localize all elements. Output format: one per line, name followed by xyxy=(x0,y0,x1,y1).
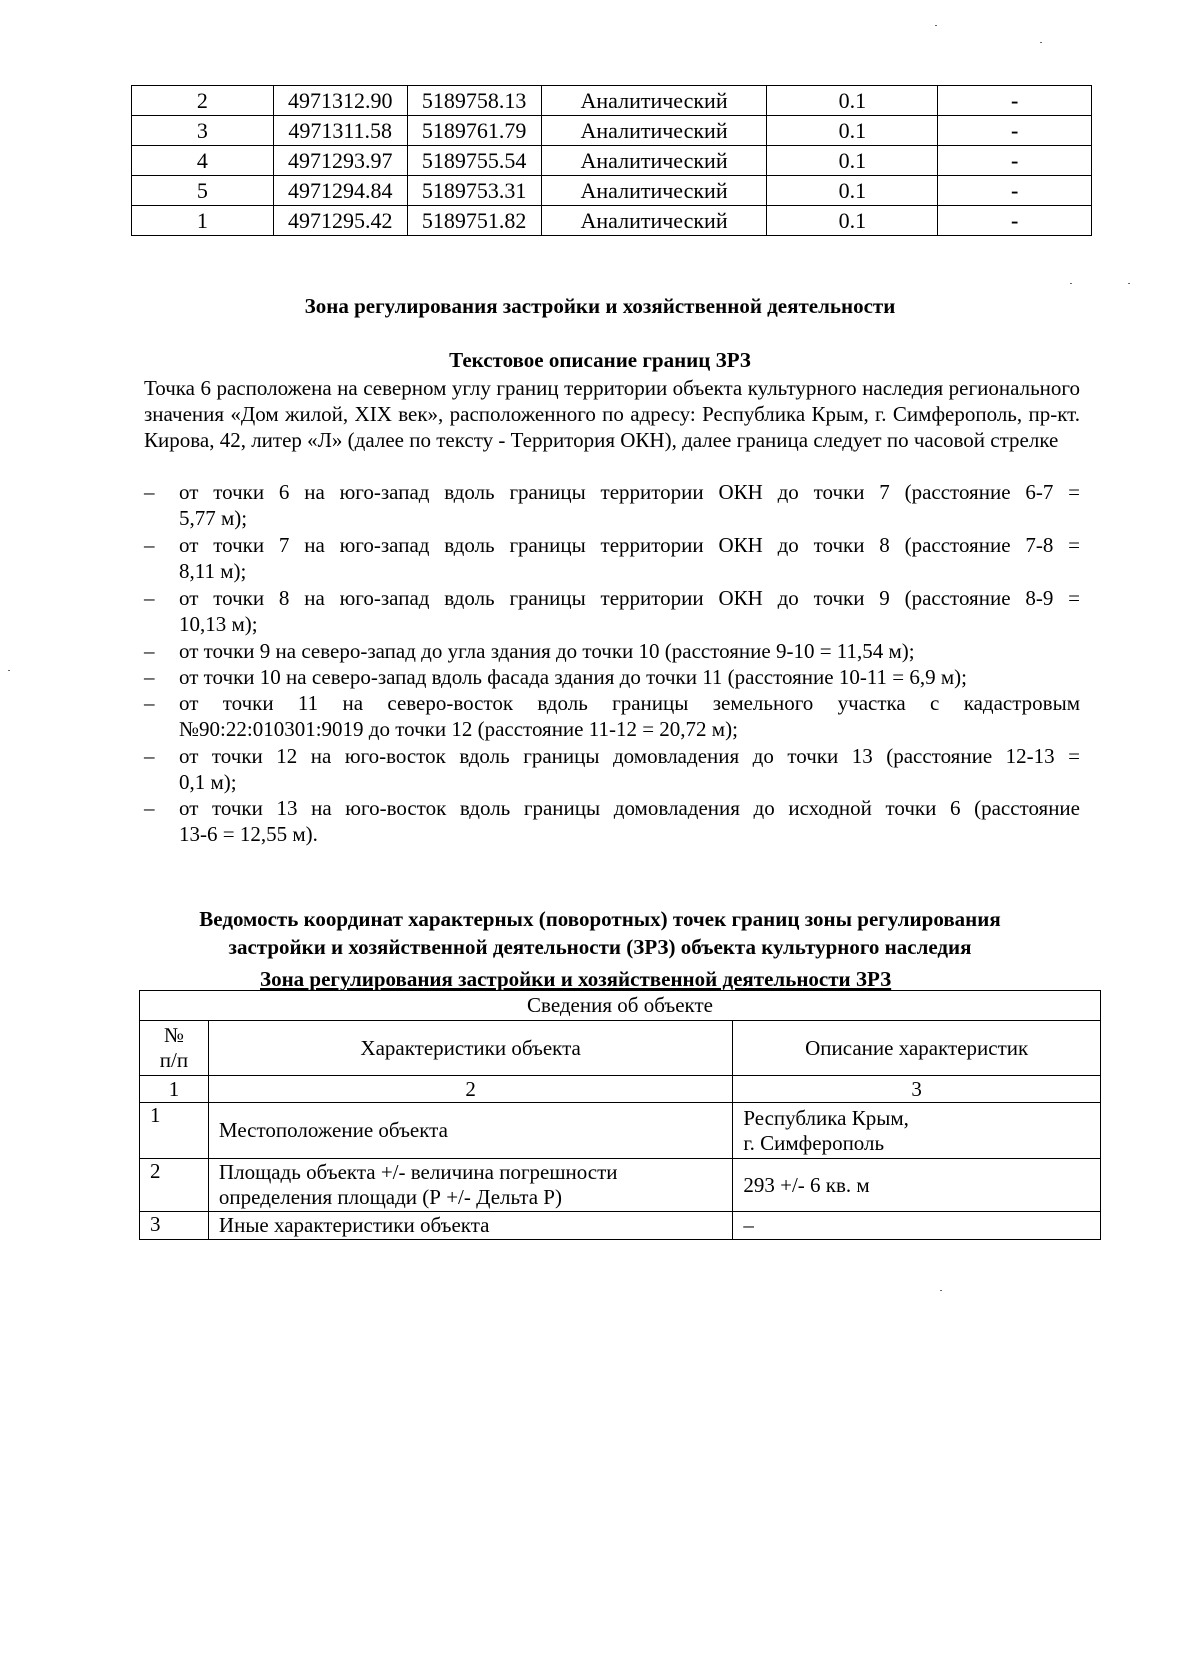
coord-cell-point: 2 xyxy=(132,86,274,116)
zrz-table-title: Зона регулирования застройки и хозяйственной деятельности ЗРЗ xyxy=(260,967,892,991)
row-number-cell: 1 xyxy=(140,1103,209,1159)
route-item-text xyxy=(179,532,1080,584)
coord-cell-y: 5189755.54 xyxy=(407,146,541,176)
description-line: г. Симферополь xyxy=(743,1130,885,1155)
coord-cell-note: - xyxy=(938,176,1092,206)
coordinates-table xyxy=(131,85,1092,236)
coord-cell-accuracy: 0.1 xyxy=(767,116,938,146)
characteristic-line: определения площади (Р +/- Дельта Р) xyxy=(218,1185,562,1209)
characteristic-cell xyxy=(208,1159,732,1212)
table-row xyxy=(132,116,1092,146)
route-item-line: от точки 8 на юго-запад вдоль границы территории ОКН до точки 9 (расстояние 8-9 = xyxy=(179,586,1080,610)
coord-cell-accuracy: 0.1 xyxy=(767,206,938,236)
route-item-text xyxy=(179,638,1080,664)
column-index-cell: 1 xyxy=(140,1076,209,1103)
coord-cell-x: 4971295.42 xyxy=(273,206,407,236)
coord-cell-method: Аналитический xyxy=(541,176,767,206)
route-item-text xyxy=(179,479,1080,531)
description-cell: 293 +/- 6 кв. м xyxy=(733,1159,1101,1212)
column-header-description: Описание характеристик xyxy=(733,1021,1101,1076)
coord-cell-method: Аналитический xyxy=(541,116,767,146)
coord-cell-point: 3 xyxy=(132,116,274,146)
coord-cell-point: 1 xyxy=(132,206,274,236)
coord-cell-y: 5189761.79 xyxy=(407,116,541,146)
description-line: Республика Крым, xyxy=(743,1105,909,1130)
route-list-item xyxy=(144,795,1080,847)
route-item-text xyxy=(179,743,1080,795)
characteristic-line: Площадь объекта +/- величина погрешности xyxy=(218,1160,618,1184)
coordinates-table-body xyxy=(132,86,1092,236)
coord-cell-method: Аналитический xyxy=(541,146,767,176)
coord-cell-accuracy: 0.1 xyxy=(767,146,938,176)
list-dash: – xyxy=(144,586,155,610)
column-index-cell: 2 xyxy=(208,1076,732,1103)
route-item-line: от точки 11 на северо-восток вдоль границы земельного участка с кадастровым xyxy=(179,691,1080,715)
column-header-number-line2: п/п xyxy=(159,1048,189,1072)
text-description-heading: Текстовое описание границ ЗРЗ xyxy=(449,348,751,372)
row-number-cell: 3 xyxy=(140,1212,209,1240)
coord-cell-note: - xyxy=(938,86,1092,116)
column-header-number xyxy=(140,1021,209,1076)
table-row xyxy=(132,86,1092,116)
table-row xyxy=(140,1212,1101,1240)
coord-cell-note: - xyxy=(938,146,1092,176)
zone-heading: Зона регулирования застройки и хозяйственной деятельности xyxy=(304,294,896,318)
route-list-item xyxy=(144,743,1080,795)
table-row xyxy=(132,176,1092,206)
column-index-cell: 3 xyxy=(733,1076,1101,1103)
scan-speck xyxy=(935,25,937,26)
characteristic-cell: Местоположение объекта xyxy=(208,1103,732,1159)
route-item-line: 10,13 м); xyxy=(179,612,258,636)
section-header-cell: Сведения об объекте xyxy=(140,991,1101,1021)
description-cell: – xyxy=(733,1212,1101,1240)
coord-cell-method: Аналитический xyxy=(541,86,767,116)
coord-cell-accuracy: 0.1 xyxy=(767,86,938,116)
route-item-text xyxy=(179,664,1080,690)
list-dash: – xyxy=(144,744,155,768)
scan-speck xyxy=(1128,283,1130,284)
table-row xyxy=(140,991,1101,1021)
route-list-item xyxy=(144,585,1080,637)
route-item-line: от точки 9 на северо-запад до угла здания до точки 10 (расстояние 9-10 = 11,54 м); xyxy=(179,639,915,663)
table-row xyxy=(140,1103,1101,1159)
list-dash: – xyxy=(144,533,155,557)
route-item-line: 5,77 м); xyxy=(179,506,248,530)
coord-cell-note: - xyxy=(938,116,1092,146)
list-dash: – xyxy=(144,639,155,663)
coord-cell-x: 4971293.97 xyxy=(273,146,407,176)
route-list-item xyxy=(144,690,1080,742)
coord-cell-x: 4971294.84 xyxy=(273,176,407,206)
scan-speck xyxy=(1070,283,1072,284)
route-item-line: от точки 7 на юго-запад вдоль границы территории ОКН до точки 8 (расстояние 7-8 = xyxy=(179,533,1080,557)
table-row xyxy=(140,1076,1101,1103)
coord-cell-point: 4 xyxy=(132,146,274,176)
vedomost-heading-line2: застройки и хозяйственной деятельности (ЗРЗ) объекта культурного наследия xyxy=(228,935,972,959)
column-header-characteristic: Характеристики объекта xyxy=(208,1021,732,1076)
object-info-table xyxy=(139,990,1101,1240)
route-item-text xyxy=(179,795,1080,847)
list-dash: – xyxy=(144,796,155,820)
coord-cell-x: 4971312.90 xyxy=(273,86,407,116)
column-header-number-line1: № xyxy=(163,1023,184,1047)
list-dash: – xyxy=(144,480,155,504)
coord-cell-note: - xyxy=(938,206,1092,236)
route-list-item xyxy=(144,479,1080,531)
route-item-text xyxy=(179,690,1080,742)
table-row xyxy=(132,146,1092,176)
row-number-cell: 2 xyxy=(140,1159,209,1212)
route-list-item xyxy=(144,638,1080,664)
route-list-item xyxy=(144,664,1080,690)
coord-cell-y: 5189758.13 xyxy=(407,86,541,116)
route-item-line: №90:22:010301:9019 до точки 12 (расстояние 11-12 = 20,72 м); xyxy=(179,717,738,741)
route-item-line: 13-6 = 12,55 м). xyxy=(179,822,318,846)
route-item-line: от точки 12 на юго-восток вдоль границы домовладения до точки 13 (расстояние 12-13 = xyxy=(179,744,1080,768)
vedomost-heading xyxy=(0,905,1200,961)
vedomost-heading-line1: Ведомость координат характерных (поворотных) точек границ зоны регулирования xyxy=(199,907,1001,931)
route-item-text xyxy=(179,585,1080,637)
route-list-item xyxy=(144,532,1080,584)
description-cell xyxy=(733,1103,1101,1159)
coord-cell-y: 5189751.82 xyxy=(407,206,541,236)
table-row xyxy=(140,1021,1101,1076)
coord-cell-y: 5189753.31 xyxy=(407,176,541,206)
scan-speck xyxy=(1040,42,1042,43)
route-item-line: 0,1 м); xyxy=(179,770,237,794)
route-item-line: от точки 13 на юго-восток вдоль границы домовладения до исходной точки 6 (расстояние xyxy=(179,796,1080,820)
route-item-line: 8,11 м); xyxy=(179,559,247,583)
table-row xyxy=(132,206,1092,236)
list-dash: – xyxy=(144,665,155,689)
list-dash: – xyxy=(144,691,155,715)
coord-cell-accuracy: 0.1 xyxy=(767,176,938,206)
boundary-intro-paragraph: Точка 6 расположена на северном углу границ территории объекта культурного наследия регионального значения «Дом жилой, XIX век», расположенного по адресу: Республика Крым, г. Симферополь, пр-кт. Кирова, 42, литер «Л» (далее по тексту - Территория ОКН), далее граница следует по часовой стрелке xyxy=(144,376,1080,452)
coord-cell-method: Аналитический xyxy=(541,206,767,236)
table-row xyxy=(140,1159,1101,1212)
route-item-line: от точки 10 на северо-запад вдоль фасада здания до точки 11 (расстояние 10-11 = 6,9 м); xyxy=(179,665,968,689)
scan-speck xyxy=(8,670,10,671)
coord-cell-point: 5 xyxy=(132,176,274,206)
coord-cell-x: 4971311.58 xyxy=(273,116,407,146)
scan-speck xyxy=(940,1290,942,1291)
characteristic-cell: Иные характеристики объекта xyxy=(208,1212,732,1240)
route-item-line: от точки 6 на юго-запад вдоль границы территории ОКН до точки 7 (расстояние 6-7 = xyxy=(179,480,1080,504)
